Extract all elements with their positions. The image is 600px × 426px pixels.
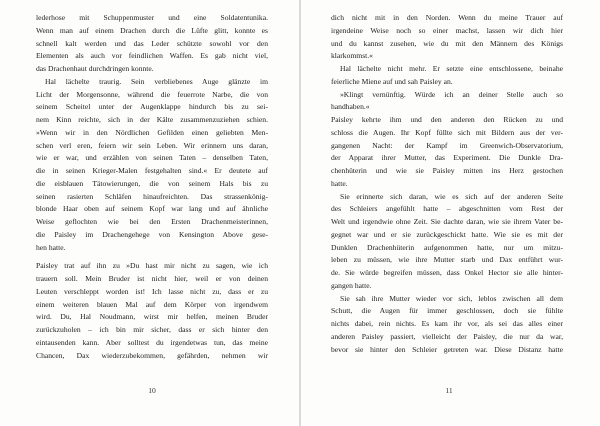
text-line: seinen rasierten Schläfen hinaufreichten. Das strassenkönig- <box>36 191 268 201</box>
text-line: Weise geflochten wie bei den Ersten Drachenmeisterinnen, <box>36 217 268 226</box>
text-line: nem Kinn reichte, sich in der Kälte zusammenzuziehen schien. <box>36 115 268 124</box>
text-line: und du kannst zusehen, wie du mit den Männern des Königs <box>331 38 563 48</box>
text-line: bevor sie hinter den Schleier getreten war. Diese Distanz hatte <box>331 344 563 354</box>
text-line: schen verl eren, feiern wir sein Leben. Wir erinnern uns daran, <box>36 140 268 150</box>
text-line: Welt und irgendwie ohne Zeit. Sie dachte daran, wie sie ihrem Vater be- <box>331 217 563 226</box>
right-page <box>301 0 600 426</box>
left-page <box>0 0 299 426</box>
text-line: dich nicht mit in den Norden. Wenn du meine Trauer auf <box>331 13 563 22</box>
text-line: einem weiteren blauen Mal auf dem Körper von irgendwem <box>36 299 268 309</box>
text-line: Hal lächelte nicht mehr. Er setzte eine entschlossene, beinahe <box>340 64 563 73</box>
text-line: blonde Haar oben auf seinem Kopf war lang und auf ähnliche <box>36 204 268 214</box>
text-line: die in seinen Krieger-Malen festgehalten sind.« Er deutete auf <box>36 166 268 175</box>
text-line: gangen hatte. <box>331 280 372 290</box>
text-line: Paisley kehrte ihm und den anderen den Rücken zu und <box>331 115 563 124</box>
text-line: nichts dabei, rein nichts. Es kam ihr vor, als sei das alles einer <box>331 319 563 328</box>
text-line: Elementen als auch vor feindlichen Waffen. Es gab nicht viel, <box>36 51 268 61</box>
text-line: irgendeine Weise noch so einer machst, lassen wir dich hier <box>331 25 563 35</box>
text-line: der Apparat ihrer Mutter, das Experiment. Die Dunkle Dra- <box>331 153 563 163</box>
text-line: klarkommst.« <box>331 51 373 61</box>
text-line: Chancen, Dax wiederzubekommen, gefährden, nehmen wir <box>36 350 268 360</box>
text-line: »Klingt vernünftig. Würde ich an deiner Stelle auch so <box>340 89 563 99</box>
text-line: hen hatte. <box>36 242 66 252</box>
right-page-text <box>331 12 563 356</box>
text-line: Wenn man auf einem Drachen durch die Lüfte glitt, konnte es <box>36 25 268 35</box>
left-page-text <box>36 12 268 362</box>
text-line: lederhose mit Schuppenmuster und eine Soldatentunika. <box>36 13 268 22</box>
text-line: chenhüterin und wie sie Paisley mitten ins Herz gestochen <box>331 166 563 175</box>
text-line: das Drachenhaut durchdringen konnte. <box>36 64 154 73</box>
text-line: die eisblauen Tätowierungen, die von seinem Hals bis zu <box>36 178 268 188</box>
text-line: feierliche Miene auf und sah Paisley an. <box>331 76 453 86</box>
text-line: seinem Scheitel unter der Augenklappe hindurch bis zu sei- <box>36 102 268 112</box>
text-line: zurückzuholen – ich bin mir sicher, dass er sich hinter den <box>36 325 268 334</box>
text-line: »Wenn wir in den Nördlichen Gefilden einen geliebten Men- <box>36 127 268 137</box>
text-line: schnell kalt werden und das Leder schützte sowohl vor den <box>36 38 268 48</box>
text-line: Licht der Morgensonne, während die feuerrote Narbe, die von <box>36 89 268 99</box>
text-line: wie er war, und erzählen von seinen Taten – denselben Taten, <box>36 153 268 163</box>
text-line: gangenen Nacht: der Kampf im Greenwich-Observatorium, <box>331 140 563 150</box>
text-line: des Schleiers angefühlt hatte – abgeschnitten vom Rest der <box>331 204 563 214</box>
text-line: de. Sie würde begreifen müssen, dass Onkel Hector sie alle hinter- <box>331 268 563 277</box>
text-line: die Paisley im Drachengehege von Kensington Above gese- <box>36 229 268 239</box>
text-line: wird. Du, Hal Noudmann, wirst mir helfen, meinen Bruder <box>36 312 268 322</box>
text-line: anderen Paisley passiert, vielleicht der Paisley, die nur da war, <box>331 331 563 341</box>
text-line: Sie erinnerte sich daran, wie es sich auf der anderen Seite <box>340 191 563 201</box>
text-line: Hal lächelte traurig. Sein verbliebenes Auge glänzte im <box>45 76 268 86</box>
text-line: handhaben.« <box>331 102 370 112</box>
text-line: hatte. <box>331 178 348 188</box>
right-page-number: 11 <box>445 386 453 395</box>
text-line: eintausenden kann. Aber solltest du irgendetwas tun, das meine <box>36 337 268 347</box>
text-line: Dunklen Drachenhüterin aufgenommen hatte, nur um mitzu- <box>331 242 563 252</box>
text-line: schloss die Augen. Ihr Kopf füllte sich mit Bildern aus der ver- <box>331 127 563 137</box>
text-line: gegnet war und er sie zurückgeschickt hatte. Wie sie es mit der <box>331 229 563 239</box>
text-line: Leuten verschleppt worden ist! Ich lasse nicht zu, dass er zu <box>36 286 268 296</box>
text-line: trauern soll. Mein Bruder ist nicht hier, weil er von deinen <box>36 274 268 283</box>
text-line: Schutt, die Augen für immer geschlossen, doch sie fühlte <box>331 306 563 316</box>
text-line: Paisley trat auf ihn zu »Du hast mir nicht zu sagen, wie ich <box>36 261 268 271</box>
left-page-number: 10 <box>148 386 156 395</box>
text-line: Sie sah ihre Mutter wieder vor sich, leblos zwischen all dem <box>340 293 563 303</box>
text-line: leben zu müssen, wie ihre Mutter starb und Dax entführt wur- <box>331 255 563 265</box>
